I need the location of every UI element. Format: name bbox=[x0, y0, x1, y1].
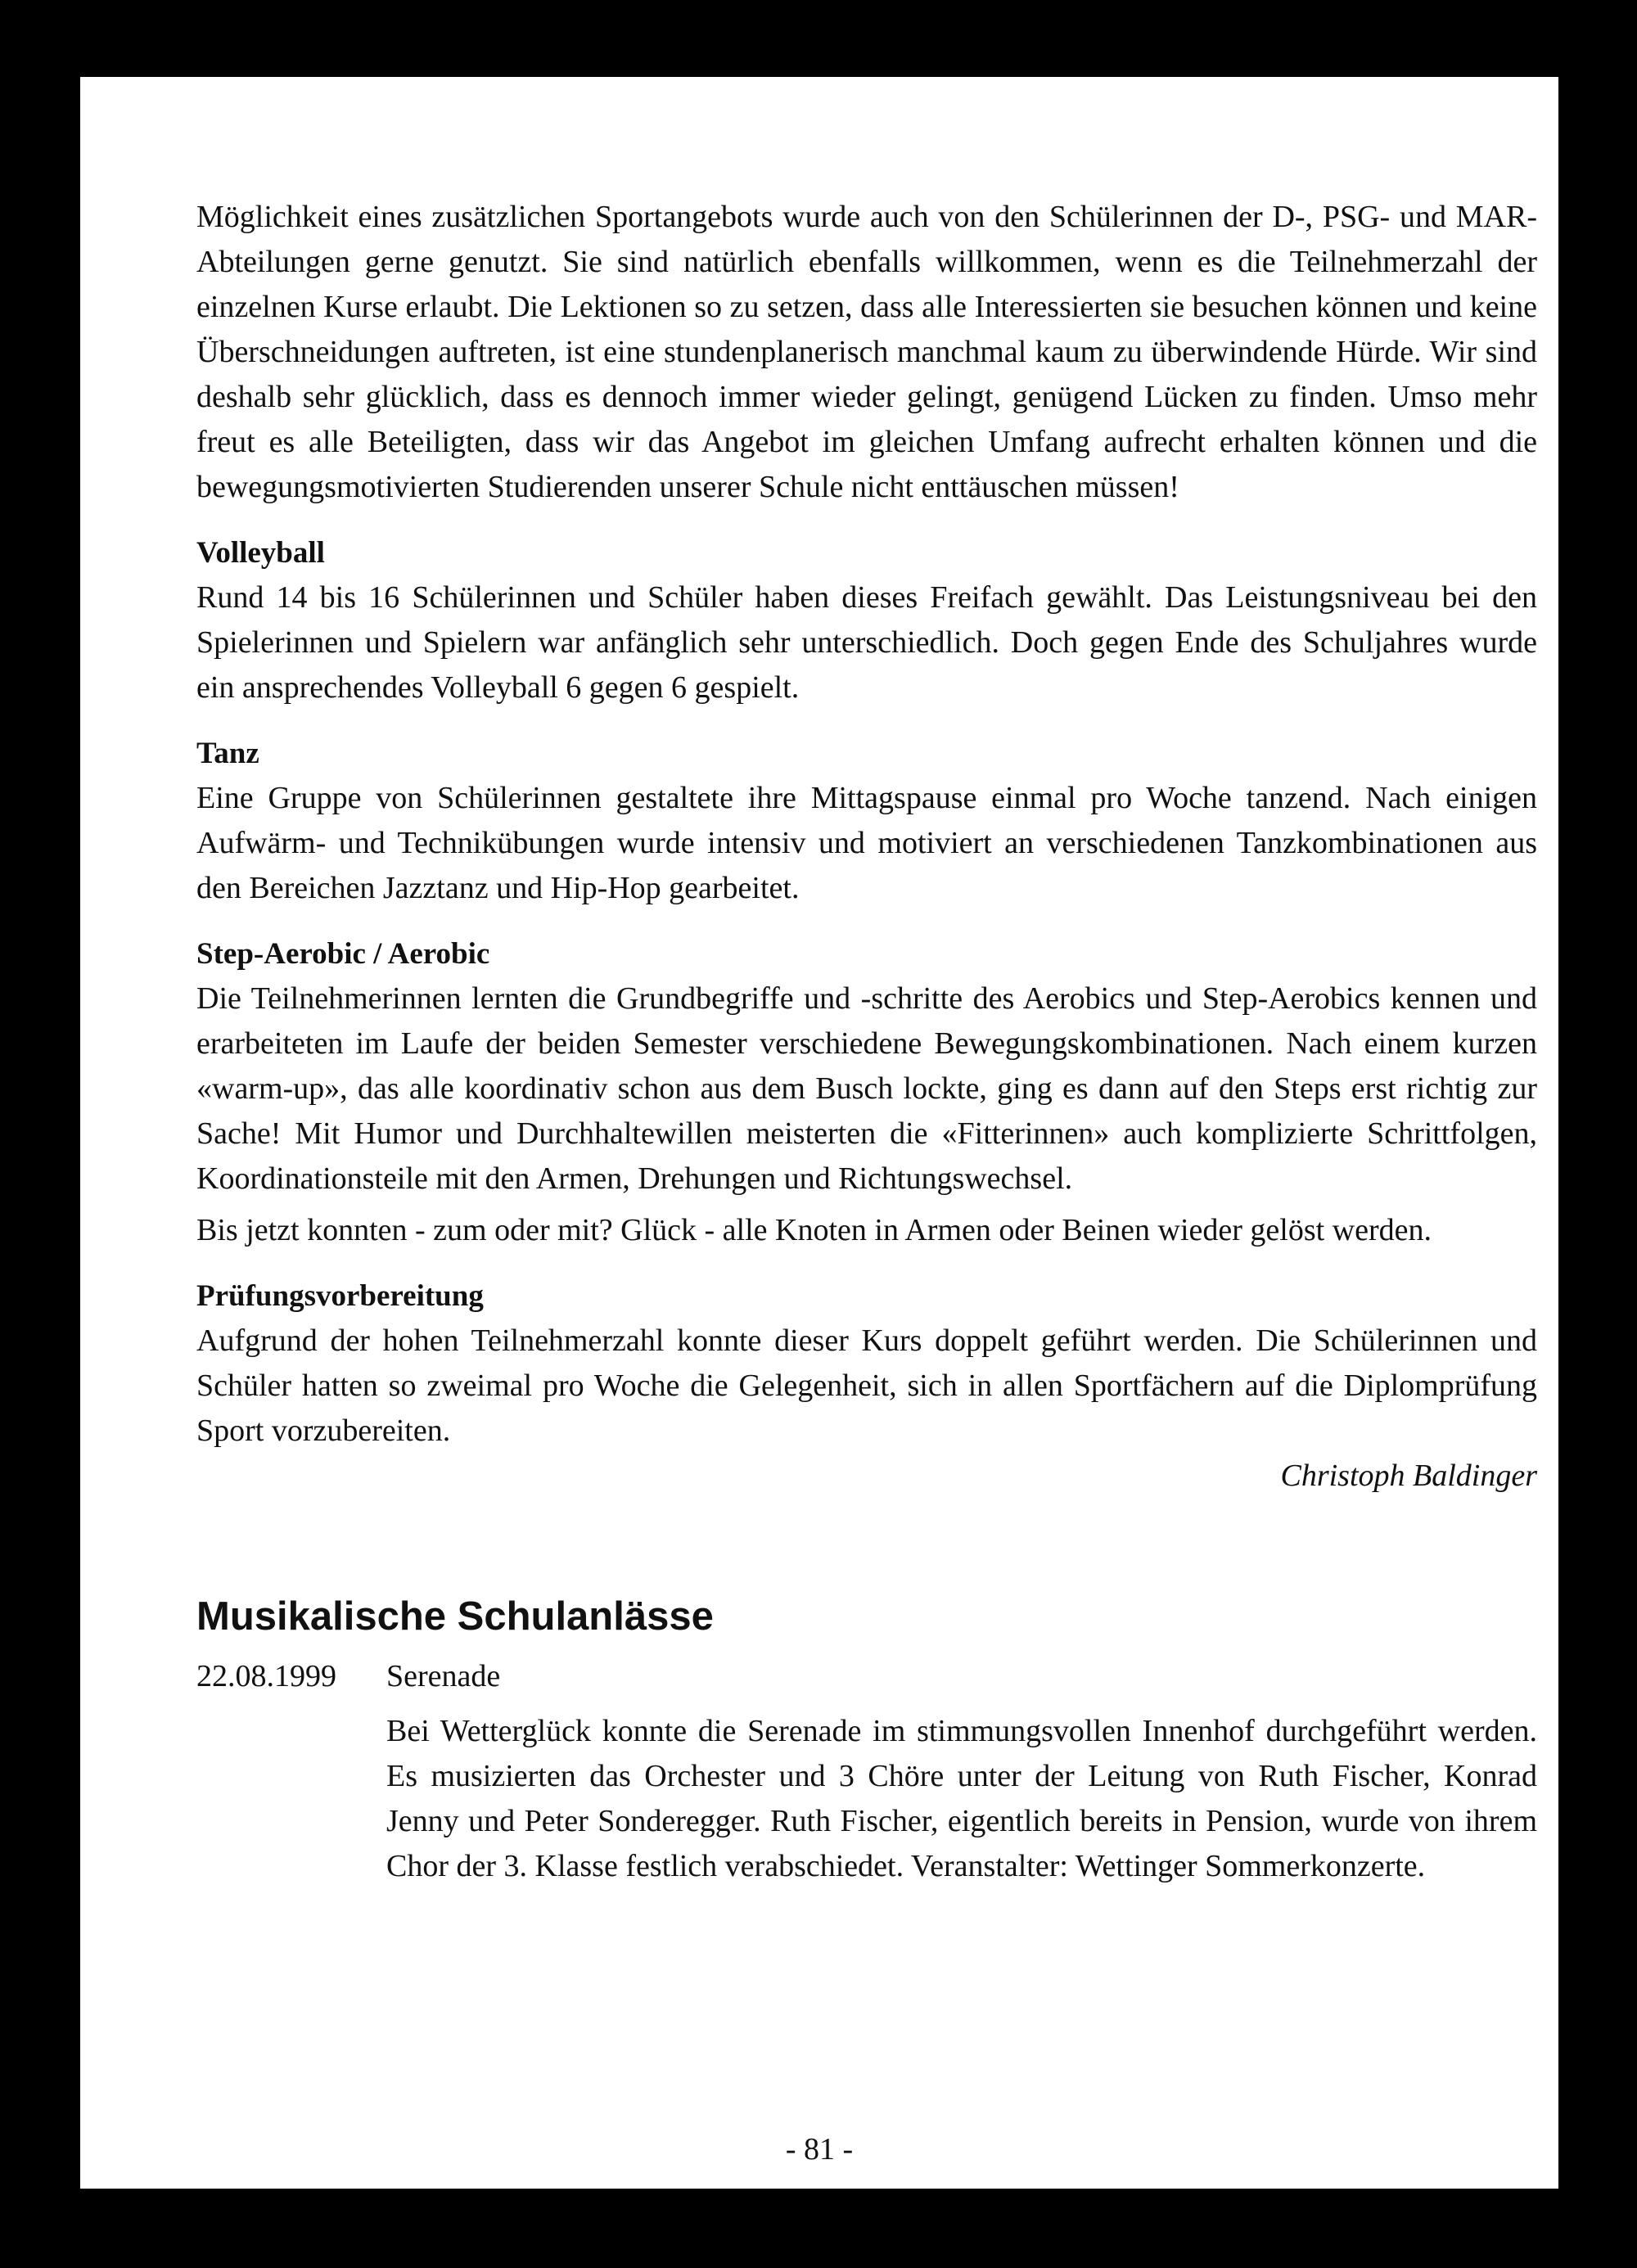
intro-paragraph: Möglichkeit eines zusätzlichen Sportangebots wurde auch von den Schülerinnen der D-, PSG- und MAR-Abteilungen gerne genutzt. Sie sind natürlich ebenfalls willkommen, wenn es die Teilnehmerzahl der einzelnen Kurse erlaubt. Die Lektionen so zu setzen, dass alle Interessierten sie besuchen können und keine Überschneidungen auftreten, ist eine stundenplanerisch manchmal kaum zu überwindende Hürde. Wir sind deshalb sehr glücklich, dass es dennoch immer wieder gelingt, genügend Lücken zu finden. Umso mehr freut es alle Beteiligten, dass wir das Angebot im gleichen Umfang aufrecht erhalten können und die bewegungsmotivierten Studierenden unserer Schule nicht enttäuschen müssen! bbox=[196, 200, 1537, 504]
aerobic-heading: Step-Aerobic / Aerobic bbox=[196, 937, 490, 971]
page-number: - 81 - bbox=[785, 2132, 854, 2167]
event-description: Bei Wetterglück konnte die Serenade im stimmungsvollen Innenhof durchgeführt werden. Es musizierten das Orchester und 3 Chöre unter der Leitung von Ruth Fischer, Konrad Jenny und Peter Sonderegger. Ruth Fischer, eigentlich bereits in Pension, wurde von ihrem Chor der 3. Klasse festlich verabschiedet. Veranstalter: Wettinger Sommerkonzerte. bbox=[386, 1714, 1537, 1883]
aerobic-paragraph: Die Teilnehmerinnen lernten die Grundbegriffe und -schritte des Aerobics und Step-Aerobics kennen und erarbeiteten im Laufe der beiden Semester verschiedene Bewegungskombinationen. Nach einem kurzen «warm-up», das alle koordinativ schon aus dem Busch lockte, ging es dann auf den Steps erst richtig zur Sache! Mit Humor und Durchhaltewillen meisterten die «Fitterinnen» auch komplizierte Schrittfolgen, Koordinationsteile mit den Armen, Drehungen und Richtungswechsel. bbox=[196, 981, 1537, 1196]
pruefung-paragraph: Aufgrund der hohen Teilnehmerzahl konnte dieser Kurs doppelt geführt werden. Die Schülerinnen und Schüler hatten so zweimal pro Woche die Gelegenheit, sich in allen Sportfächern auf die Diplomprüfung Sport vorzubereiten. bbox=[196, 1323, 1537, 1448]
event-date: 22.08.1999 bbox=[196, 1659, 336, 1693]
pruefung-heading: Prüfungsvorbereitung bbox=[196, 1279, 484, 1313]
page-content bbox=[196, 195, 1537, 1889]
tanz-heading: Tanz bbox=[196, 737, 259, 770]
volleyball-heading: Volleyball bbox=[196, 536, 325, 570]
event-title: Serenade bbox=[386, 1659, 501, 1693]
music-section-title: Musikalische Schulanlässe bbox=[196, 1594, 714, 1639]
volleyball-paragraph: Rund 14 bis 16 Schülerinnen und Schüler haben dieses Freifach gewählt. Das Leistungsniveau bei den Spielerinnen und Spielern war anfänglich sehr unterschiedlich. Doch gegen Ende des Schuljahres wurde ein ansprechendes Volleyball 6 gegen 6 gespielt. bbox=[196, 580, 1537, 705]
tanz-paragraph: Eine Gruppe von Schülerinnen gestaltete ihre Mittagspause einmal pro Woche tanzend. Nach einigen Aufwärm- und Technikübungen wurde intensiv und motiviert an verschiedenen Tanzkombinationen aus den Bereichen Jazztanz und Hip-Hop gearbeitet. bbox=[196, 781, 1537, 905]
document-page bbox=[80, 77, 1558, 2189]
aerobic-paragraph-2: Bis jetzt konnten - zum oder mit? Glück - alle Knoten in Armen oder Beinen wieder gelöst werden. bbox=[196, 1213, 1432, 1247]
author-signature: Christoph Baldinger bbox=[1280, 1459, 1537, 1493]
event-entry bbox=[196, 1654, 1537, 1699]
